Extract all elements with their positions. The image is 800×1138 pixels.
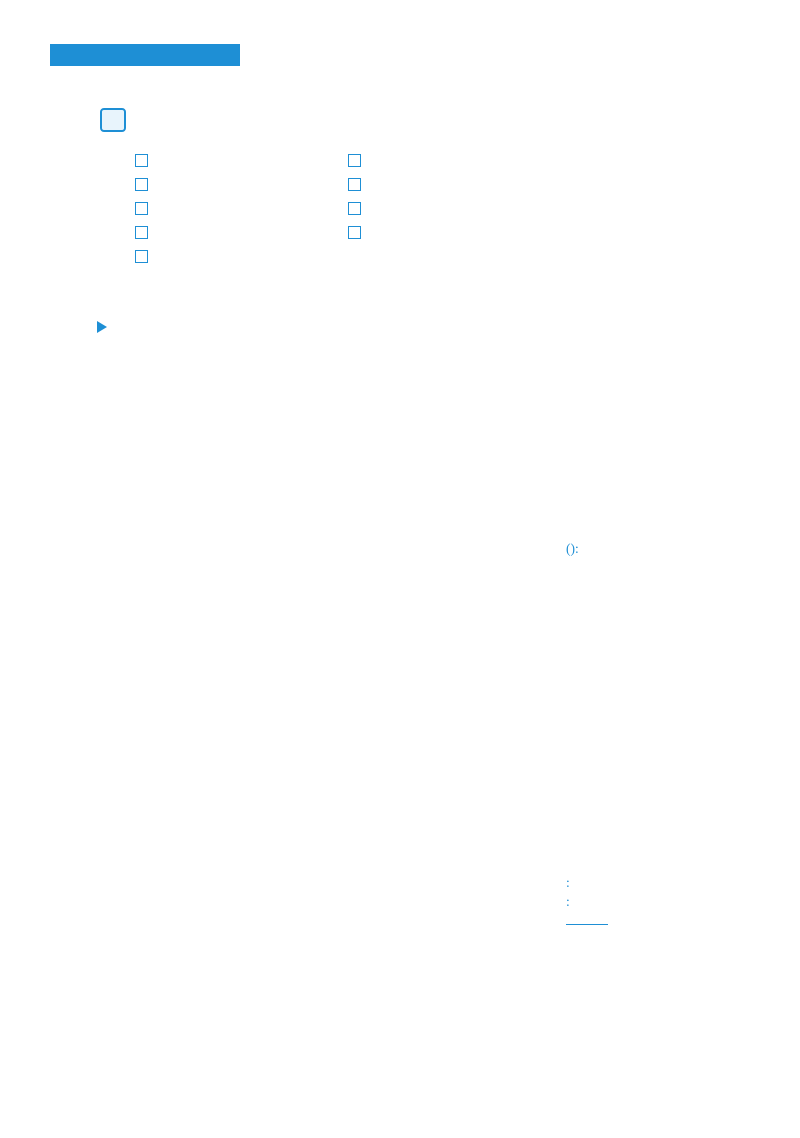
checklist-item[interactable] [348, 224, 368, 248]
top-band-bar [50, 44, 240, 66]
checkbox-icon[interactable] [348, 202, 361, 215]
checkbox-icon[interactable] [135, 154, 148, 167]
checklist-item[interactable] [135, 176, 155, 200]
checklist-item[interactable] [135, 248, 155, 272]
checkbox-icon[interactable] [348, 226, 361, 239]
section-heading [97, 318, 114, 339]
margin-note-revitalise: : : [566, 873, 726, 930]
top-decorative-band [0, 42, 800, 68]
exercise-number-badge [100, 108, 126, 132]
checklist-item[interactable] [135, 224, 155, 248]
margin-note-stretch: (): [566, 541, 579, 556]
checkbox-icon[interactable] [348, 178, 361, 191]
checklist-item[interactable] [135, 200, 155, 224]
answer-blank[interactable] [566, 912, 608, 925]
bottom-decorative-pixels [0, 1062, 90, 1138]
checkbox-icon[interactable] [135, 226, 148, 239]
checkbox-icon[interactable] [135, 250, 148, 263]
triangle-bullet-icon [97, 321, 107, 333]
article-body [97, 400, 549, 402]
checkbox-icon[interactable] [348, 154, 361, 167]
checklist-item[interactable] [348, 200, 368, 224]
checkbox-icon[interactable] [135, 178, 148, 191]
checklist-item[interactable] [135, 152, 155, 176]
checklist-item[interactable] [348, 176, 368, 200]
checkbox-icon[interactable] [135, 202, 148, 215]
checklist-item[interactable] [348, 152, 368, 176]
